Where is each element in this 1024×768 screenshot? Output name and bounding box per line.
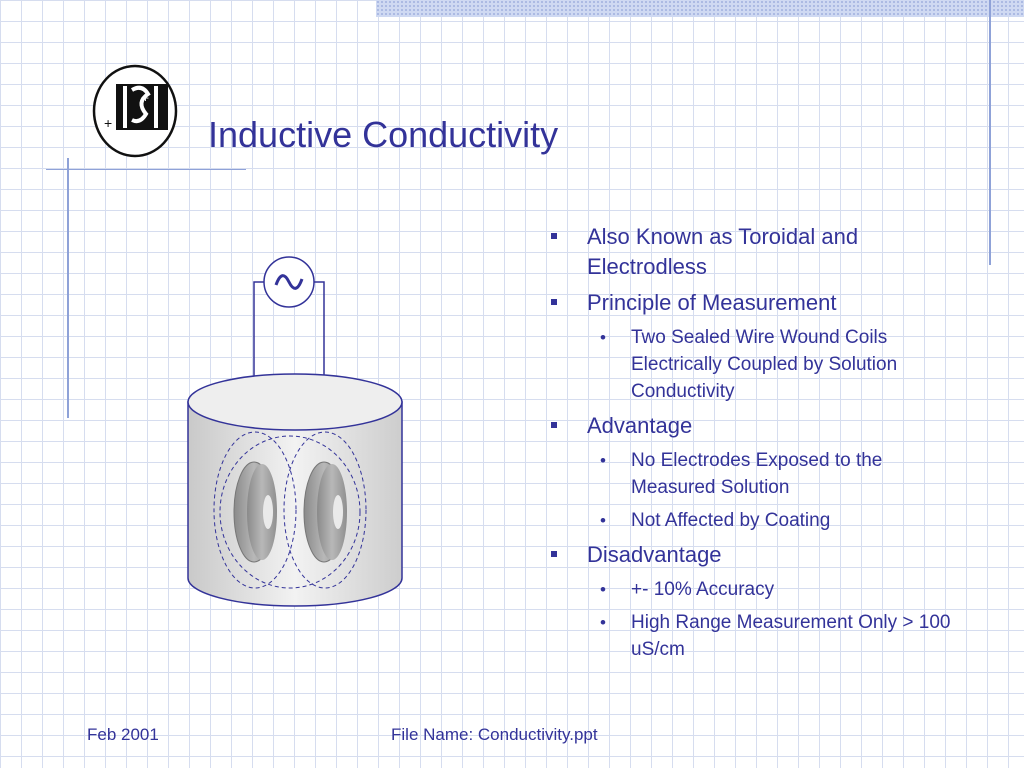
bullet-list xyxy=(548,222,968,669)
header-dot-band xyxy=(376,0,1024,17)
decor-line-right xyxy=(989,0,991,265)
bullet-item: Principle of Measurement xyxy=(548,288,968,318)
toroidal-sensor-diagram xyxy=(180,250,410,615)
svg-text:+: + xyxy=(104,115,113,131)
sub-bullet-item: • +- 10% Accuracy xyxy=(548,576,968,603)
bullet-item: Advantage xyxy=(548,411,968,441)
bullet-item: Also Known as Toroidal and Electrodless xyxy=(548,222,968,282)
sub-bullet-item: • No Electrodes Exposed to the Measured Solution xyxy=(548,447,968,501)
sub-bullet-item: • High Range Measurement Only > 100 uS/cm xyxy=(548,609,968,663)
svg-text:+: + xyxy=(142,91,150,105)
footer-filename: File Name: Conductivity.ppt xyxy=(391,725,598,744)
isi-logo xyxy=(90,62,180,160)
decor-line-horizontal xyxy=(46,169,246,170)
decor-line-left xyxy=(67,158,69,418)
sub-bullet-item: • Not Affected by Coating xyxy=(548,507,968,534)
footer-date: Feb 2001 xyxy=(87,725,159,744)
sub-bullet-item: • Two Sealed Wire Wound Coils Electrically Coupled by Solution Conductivity xyxy=(548,324,968,405)
slide-title: Inductive Conductivity xyxy=(208,114,559,155)
bullet-item: Disadvantage xyxy=(548,540,968,570)
